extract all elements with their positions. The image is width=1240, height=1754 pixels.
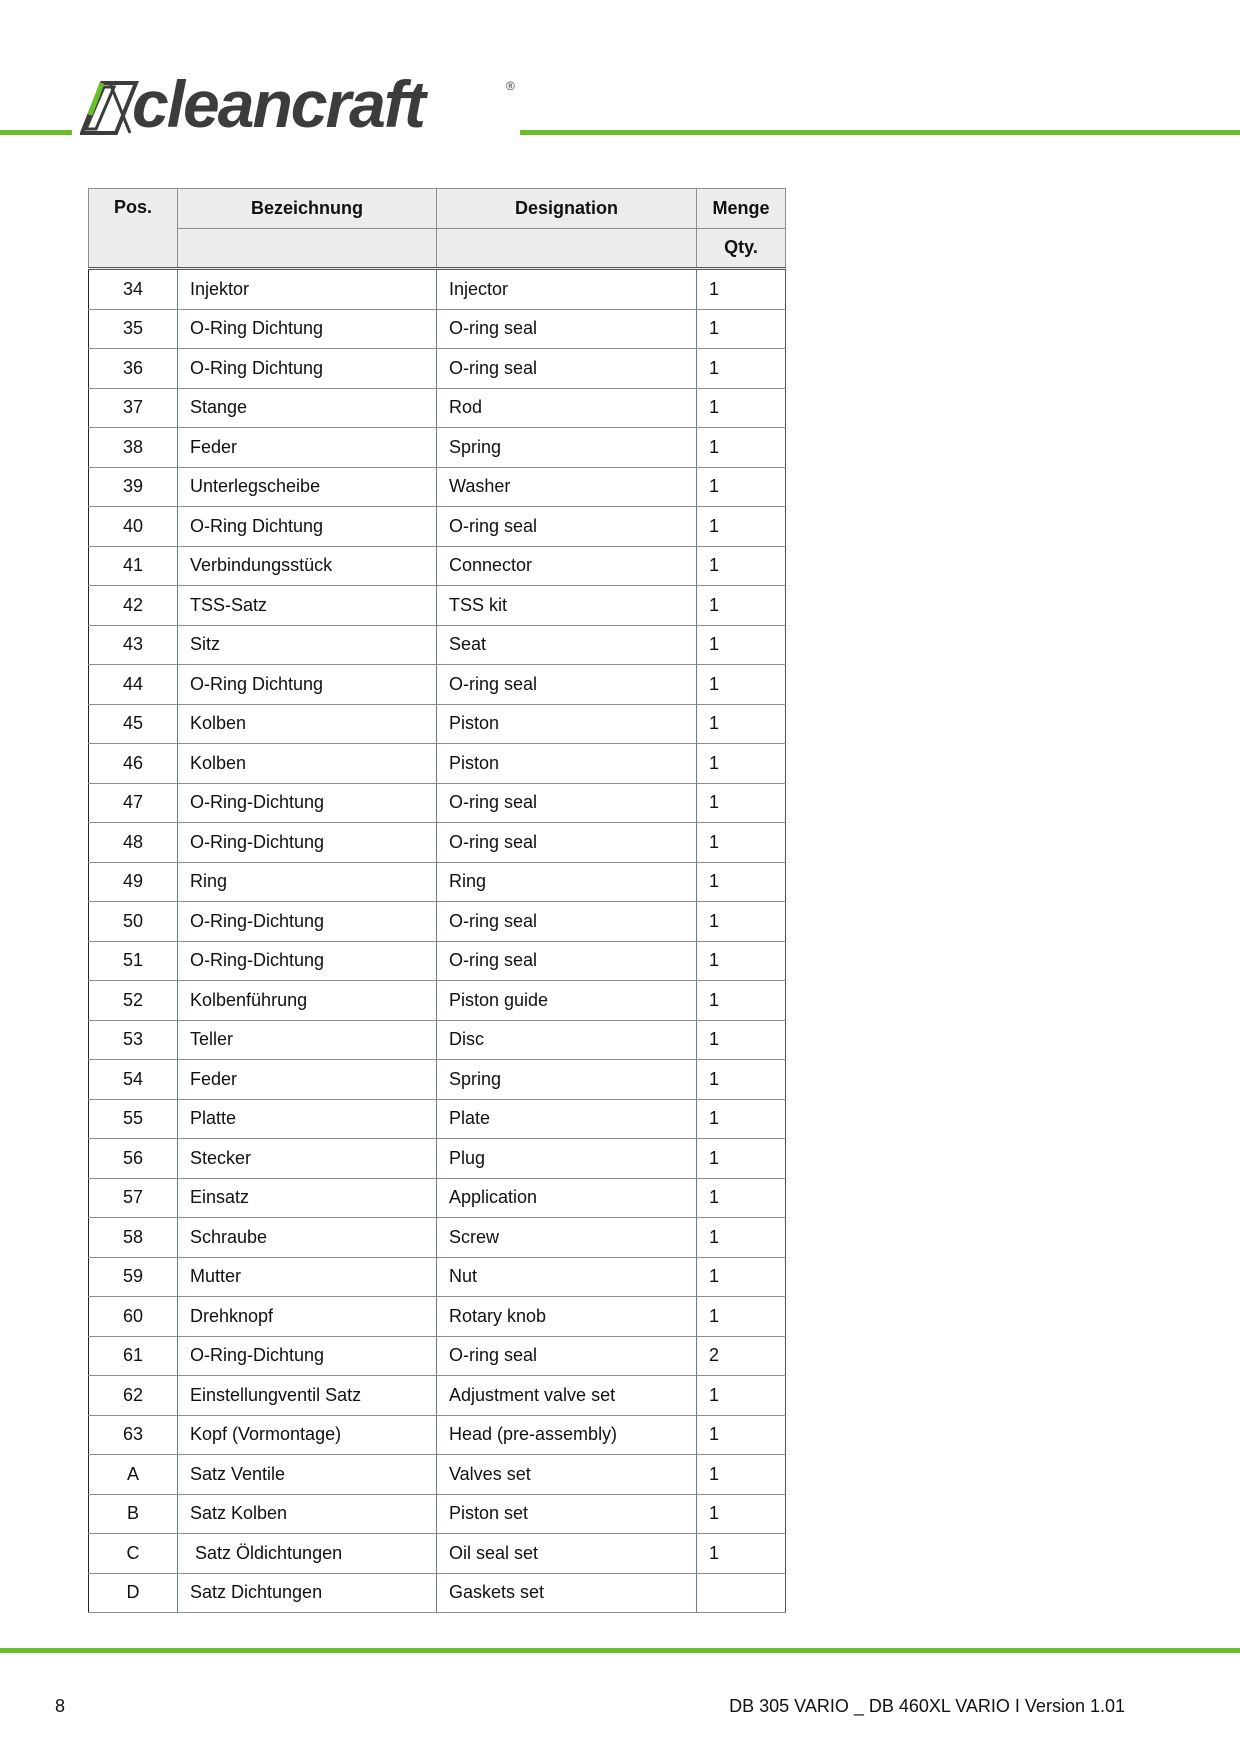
cell-bezeichnung: Kolben (178, 704, 437, 744)
cell-pos: 56 (89, 1139, 178, 1179)
logo-mark-icon (80, 75, 140, 137)
cell-qty: 1 (697, 1297, 786, 1337)
cell-designation: Application (437, 1178, 697, 1218)
cell-pos: 58 (89, 1218, 178, 1258)
cell-pos: 52 (89, 981, 178, 1021)
cell-qty: 1 (697, 704, 786, 744)
table-row (89, 546, 786, 586)
table-row (89, 349, 786, 389)
cell-bezeichnung: Kopf (Vormontage) (178, 1415, 437, 1455)
table-row (89, 1573, 786, 1613)
cell-qty: 1 (697, 1534, 786, 1574)
table-row (89, 388, 786, 428)
cell-bezeichnung: O-Ring-Dichtung (178, 823, 437, 863)
cell-qty: 1 (697, 1376, 786, 1416)
cell-designation: Head (pre-assembly) (437, 1415, 697, 1455)
cleancraft-logo (80, 67, 520, 141)
table-row (89, 586, 786, 626)
cell-pos: 34 (89, 269, 178, 310)
cell-designation: Seat (437, 625, 697, 665)
cell-qty: 1 (697, 941, 786, 981)
cell-designation: Piston set (437, 1494, 697, 1534)
cell-pos: 51 (89, 941, 178, 981)
cell-bezeichnung: Verbindungsstück (178, 546, 437, 586)
cell-pos: 42 (89, 586, 178, 626)
cell-designation: Injector (437, 269, 697, 310)
table-row (89, 1060, 786, 1100)
cell-bezeichnung: Feder (178, 1060, 437, 1100)
cell-pos: 62 (89, 1376, 178, 1416)
cell-qty: 1 (697, 428, 786, 468)
cell-bezeichnung: O-Ring-Dichtung (178, 941, 437, 981)
cell-bezeichnung: Feder (178, 428, 437, 468)
cell-bezeichnung: Satz Öldichtungen (178, 1534, 437, 1574)
cell-qty: 1 (697, 269, 786, 310)
cell-designation: O-ring seal (437, 902, 697, 942)
cell-bezeichnung: Drehknopf (178, 1297, 437, 1337)
cell-bezeichnung: O-Ring-Dichtung (178, 1336, 437, 1376)
cell-pos: 41 (89, 546, 178, 586)
cell-bezeichnung: O-Ring Dichtung (178, 349, 437, 389)
cell-qty: 1 (697, 902, 786, 942)
table-row (89, 1297, 786, 1337)
cell-qty: 1 (697, 1455, 786, 1495)
cell-bezeichnung: Unterlegscheibe (178, 467, 437, 507)
table-row (89, 981, 786, 1021)
cell-qty: 2 (697, 1336, 786, 1376)
table-row (89, 1336, 786, 1376)
cell-pos: 48 (89, 823, 178, 863)
cell-qty: 1 (697, 467, 786, 507)
table-row (89, 823, 786, 863)
table-row (89, 1020, 786, 1060)
cell-pos: 53 (89, 1020, 178, 1060)
cell-bezeichnung: Satz Kolben (178, 1494, 437, 1534)
table-row (89, 902, 786, 942)
table-row (89, 665, 786, 705)
cell-designation: Plate (437, 1099, 697, 1139)
cell-qty: 1 (697, 1139, 786, 1179)
table-row (89, 941, 786, 981)
table-row (89, 309, 786, 349)
cell-pos: 63 (89, 1415, 178, 1455)
cell-designation: Disc (437, 1020, 697, 1060)
cell-bezeichnung: O-Ring-Dichtung (178, 783, 437, 823)
cell-qty: 1 (697, 981, 786, 1021)
cell-pos: 37 (89, 388, 178, 428)
cell-qty: 1 (697, 783, 786, 823)
cell-qty: 1 (697, 1218, 786, 1258)
table-row (89, 1534, 786, 1574)
cell-bezeichnung: O-Ring-Dichtung (178, 902, 437, 942)
cell-designation: Piston (437, 744, 697, 784)
cell-designation: O-ring seal (437, 349, 697, 389)
cell-qty: 1 (697, 1257, 786, 1297)
cell-qty: 1 (697, 665, 786, 705)
table-row (89, 704, 786, 744)
footer-rule (0, 1648, 1240, 1653)
cell-bezeichnung: Kolbenführung (178, 981, 437, 1021)
cell-designation: Plug (437, 1139, 697, 1179)
cell-qty: 1 (697, 586, 786, 626)
document-title: DB 305 VARIO _ DB 460XL VARIO I Version 1.01 (729, 1696, 1125, 1716)
cell-bezeichnung: Mutter (178, 1257, 437, 1297)
cell-qty: 1 (697, 309, 786, 349)
cell-bezeichnung: Platte (178, 1099, 437, 1139)
cell-bezeichnung: Stecker (178, 1139, 437, 1179)
parts-table-body (89, 269, 786, 1613)
page-number: 8 (55, 1696, 66, 1716)
cell-pos: 45 (89, 704, 178, 744)
table-row (89, 625, 786, 665)
table-row (89, 269, 786, 310)
cell-bezeichnung: Schraube (178, 1218, 437, 1258)
cell-qty (697, 1573, 786, 1613)
cell-bezeichnung: Teller (178, 1020, 437, 1060)
cell-bezeichnung: Einsatz (178, 1178, 437, 1218)
cell-bezeichnung: TSS-Satz (178, 586, 437, 626)
cell-pos: A (89, 1455, 178, 1495)
table-row (89, 1257, 786, 1297)
cell-designation: Spring (437, 428, 697, 468)
cell-designation: Adjustment valve set (437, 1376, 697, 1416)
cell-pos: 44 (89, 665, 178, 705)
parts-table (88, 188, 786, 1613)
logo-wordmark: cleancraft (132, 67, 424, 141)
table-row (89, 1178, 786, 1218)
table-row (89, 1099, 786, 1139)
cell-qty: 1 (697, 546, 786, 586)
cell-designation: TSS kit (437, 586, 697, 626)
cell-qty: 1 (697, 1020, 786, 1060)
table-row (89, 1218, 786, 1258)
cell-qty: 1 (697, 625, 786, 665)
cell-qty: 1 (697, 1099, 786, 1139)
header-qty: Qty. (697, 228, 786, 269)
cell-qty: 1 (697, 349, 786, 389)
cell-qty: 1 (697, 862, 786, 902)
cell-qty: 1 (697, 744, 786, 784)
cell-designation: O-ring seal (437, 783, 697, 823)
table-row (89, 1139, 786, 1179)
cell-designation: Washer (437, 467, 697, 507)
cell-pos: 35 (89, 309, 178, 349)
table-row (89, 1494, 786, 1534)
cell-pos: 38 (89, 428, 178, 468)
cell-pos: 43 (89, 625, 178, 665)
cell-pos: B (89, 1494, 178, 1534)
cell-bezeichnung: O-Ring Dichtung (178, 665, 437, 705)
table-row (89, 428, 786, 468)
cell-pos: 39 (89, 467, 178, 507)
cell-designation: Connector (437, 546, 697, 586)
cell-qty: 1 (697, 1060, 786, 1100)
cell-pos: 40 (89, 507, 178, 547)
table-row (89, 1376, 786, 1416)
cell-designation: Gaskets set (437, 1573, 697, 1613)
cell-bezeichnung: O-Ring Dichtung (178, 507, 437, 547)
table-row (89, 862, 786, 902)
cell-qty: 1 (697, 1494, 786, 1534)
cell-designation: O-ring seal (437, 1336, 697, 1376)
subheader-bezeichnung-blank (178, 228, 437, 269)
cell-qty: 1 (697, 1415, 786, 1455)
cell-bezeichnung: Kolben (178, 744, 437, 784)
header-rule-left (0, 130, 72, 135)
cell-designation: Nut (437, 1257, 697, 1297)
cell-bezeichnung: Injektor (178, 269, 437, 310)
cell-designation: O-ring seal (437, 507, 697, 547)
cell-pos: C (89, 1534, 178, 1574)
cell-qty: 1 (697, 1178, 786, 1218)
cell-qty: 1 (697, 823, 786, 863)
cell-pos: 50 (89, 902, 178, 942)
table-row (89, 1455, 786, 1495)
header-menge: Menge (697, 189, 786, 229)
cell-designation: Piston guide (437, 981, 697, 1021)
cell-designation: O-ring seal (437, 309, 697, 349)
table-row (89, 467, 786, 507)
cell-bezeichnung: O-Ring Dichtung (178, 309, 437, 349)
cell-pos: 49 (89, 862, 178, 902)
cell-designation: Rod (437, 388, 697, 428)
cell-pos: D (89, 1573, 178, 1613)
cell-pos: 60 (89, 1297, 178, 1337)
cell-designation: Piston (437, 704, 697, 744)
cell-pos: 47 (89, 783, 178, 823)
cell-designation: Ring (437, 862, 697, 902)
cell-pos: 55 (89, 1099, 178, 1139)
table-header-row (89, 189, 786, 229)
cell-qty: 1 (697, 388, 786, 428)
cell-pos: 57 (89, 1178, 178, 1218)
table-row (89, 744, 786, 784)
cell-pos: 46 (89, 744, 178, 784)
header-rule-right (520, 130, 1240, 135)
cell-bezeichnung: Sitz (178, 625, 437, 665)
table-row (89, 1415, 786, 1455)
table-subheader-row (89, 228, 786, 269)
header-designation: Designation (437, 189, 697, 229)
cell-designation: O-ring seal (437, 941, 697, 981)
header-pos: Pos. (89, 189, 178, 269)
cell-designation: Spring (437, 1060, 697, 1100)
cell-designation: O-ring seal (437, 823, 697, 863)
cell-pos: 61 (89, 1336, 178, 1376)
cell-pos: 54 (89, 1060, 178, 1100)
cell-bezeichnung: Satz Dichtungen (178, 1573, 437, 1613)
cell-bezeichnung: Ring (178, 862, 437, 902)
cell-qty: 1 (697, 507, 786, 547)
subheader-designation-blank (437, 228, 697, 269)
logo-registered-mark: ® (506, 79, 515, 93)
cell-designation: Oil seal set (437, 1534, 697, 1574)
cell-bezeichnung: Einstellungventil Satz (178, 1376, 437, 1416)
cell-designation: Valves set (437, 1455, 697, 1495)
cell-pos: 59 (89, 1257, 178, 1297)
table-row (89, 783, 786, 823)
cell-designation: O-ring seal (437, 665, 697, 705)
cell-designation: Screw (437, 1218, 697, 1258)
cell-bezeichnung: Satz Ventile (178, 1455, 437, 1495)
cell-designation: Rotary knob (437, 1297, 697, 1337)
cell-pos: 36 (89, 349, 178, 389)
table-row (89, 507, 786, 547)
cell-bezeichnung: Stange (178, 388, 437, 428)
header-bezeichnung: Bezeichnung (178, 189, 437, 229)
